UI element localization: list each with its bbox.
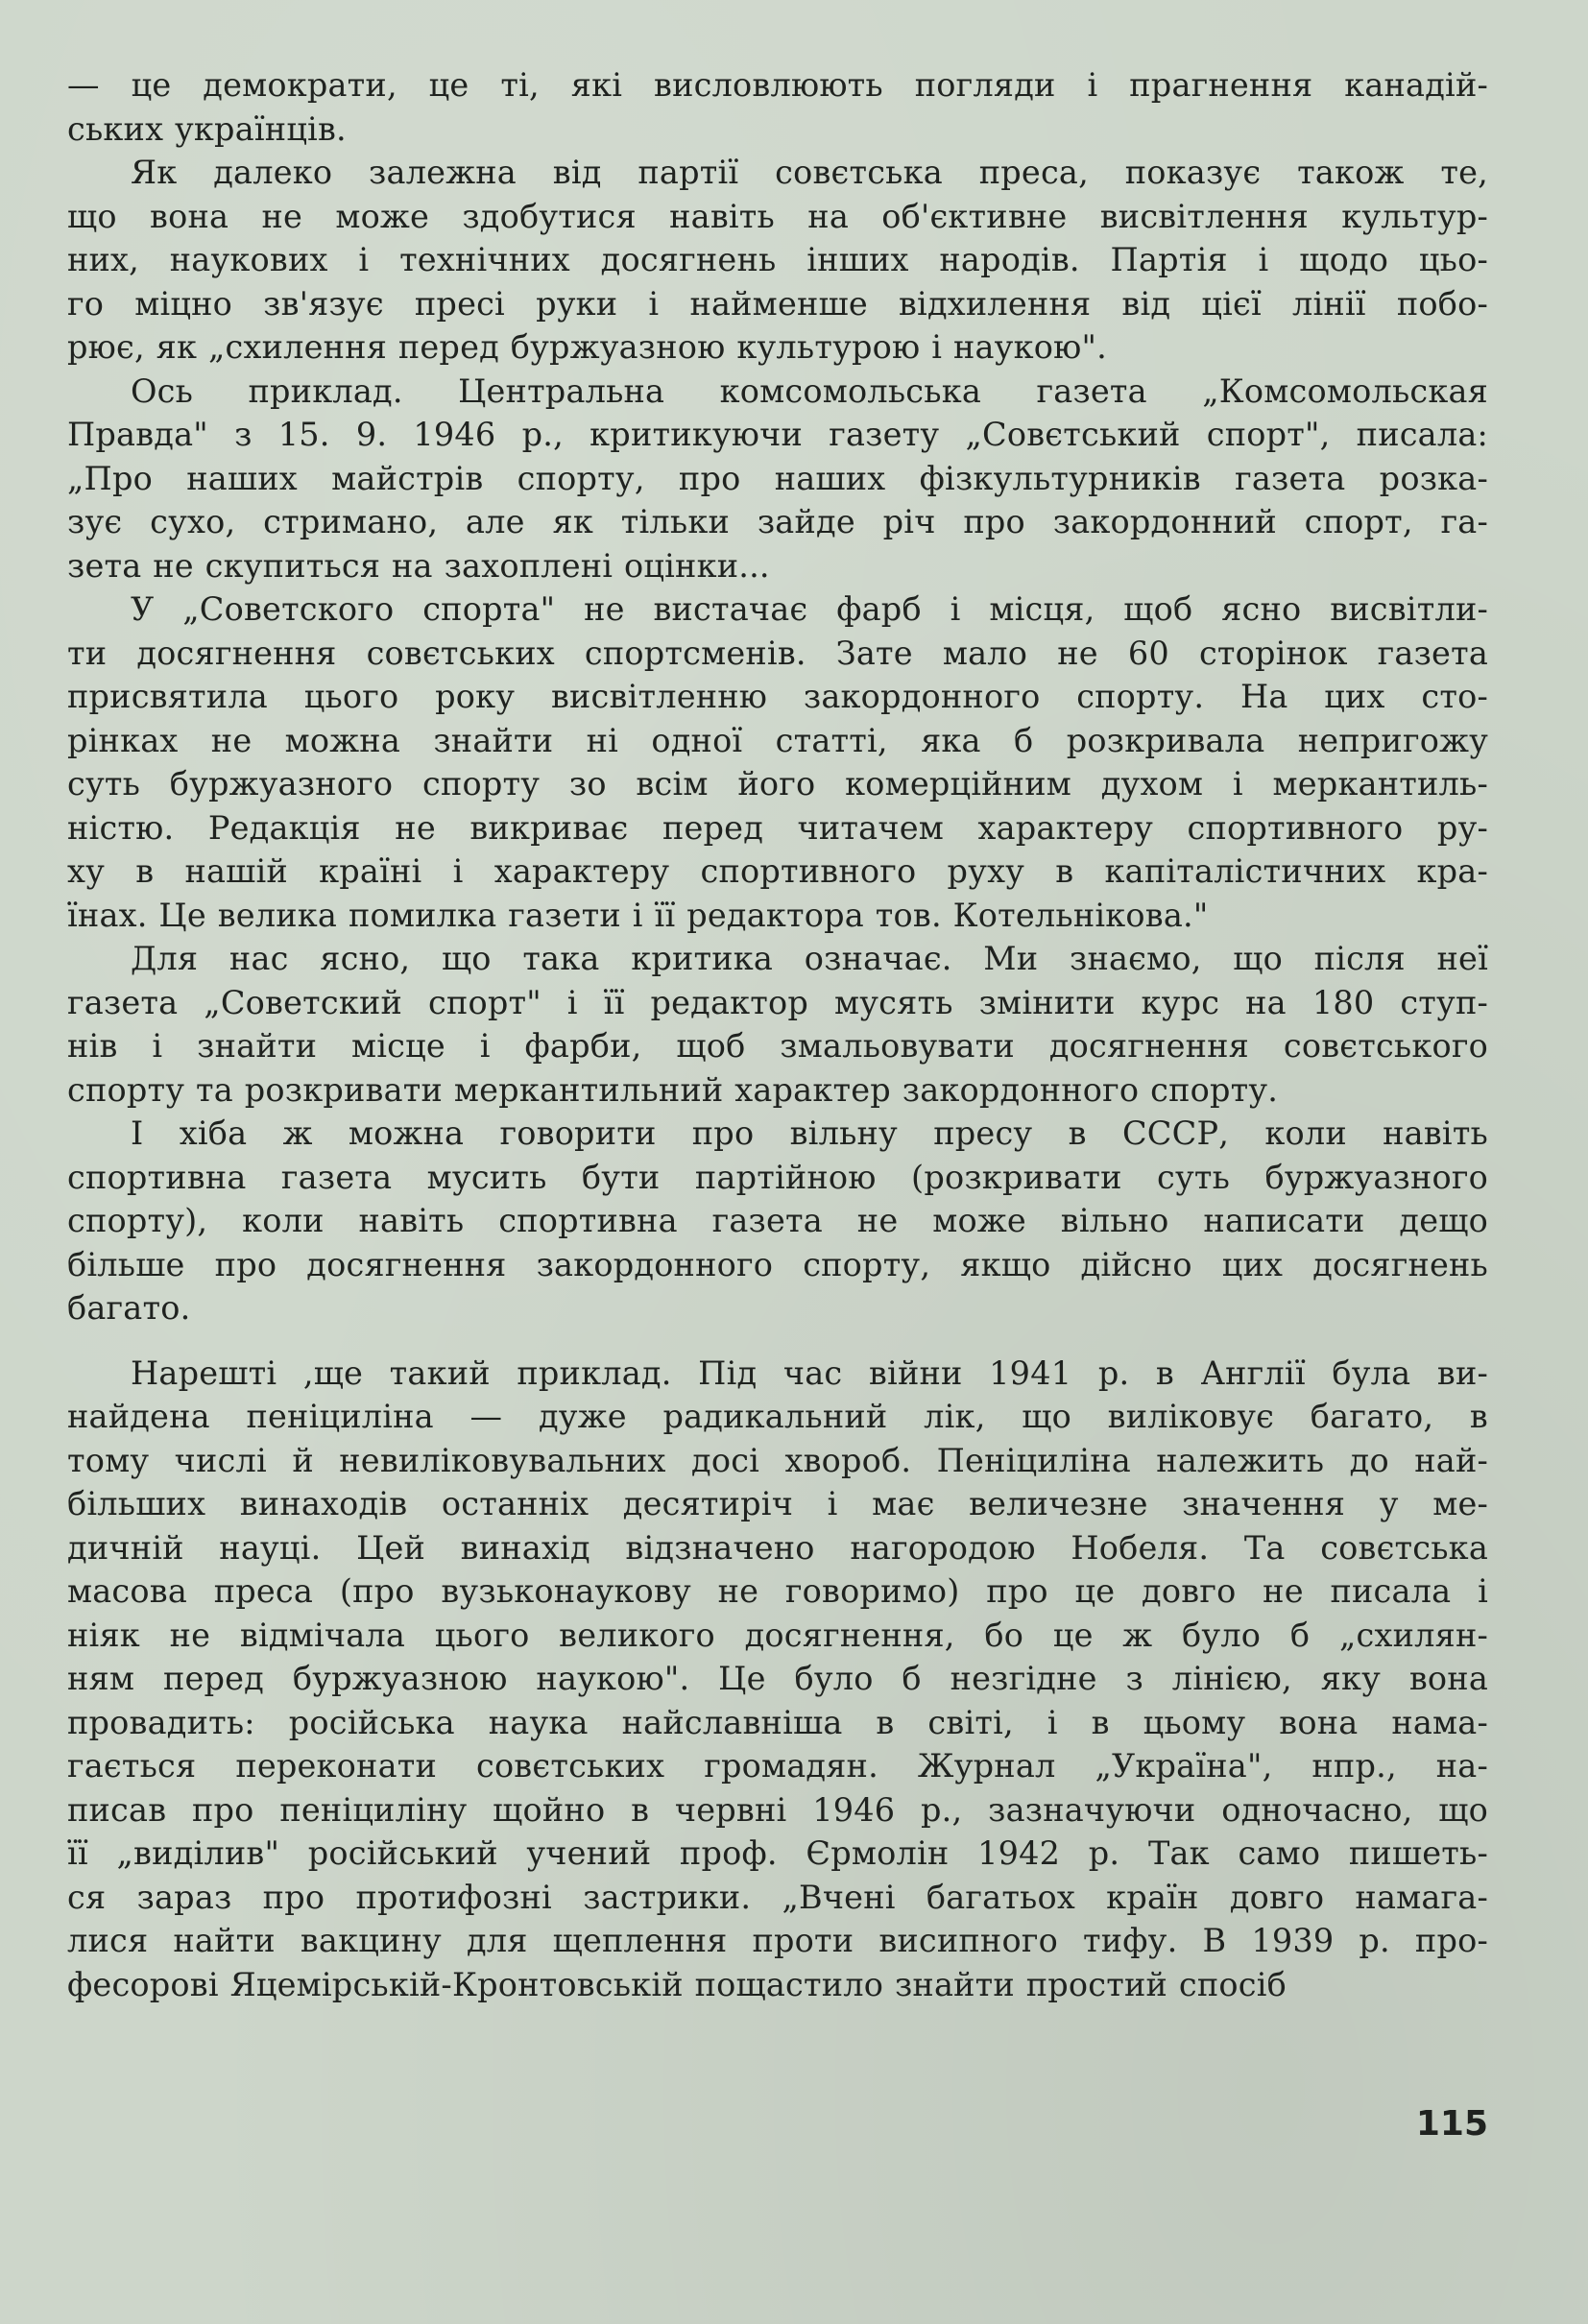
text-line: „Про наших майстрів спорту, про наших фізкультурників газета розка-: [67, 459, 1488, 497]
text-line: ти досягнення совєтських спортсменів. Зате мало не 60 сторінок газета: [67, 634, 1488, 672]
text-line: що вона не може здобутися навіть на об'єктивне висвітлення культур-: [67, 197, 1488, 235]
text-line: гається переконати совєтських громадян. Журнал „Україна", нпр., на-: [67, 1747, 1488, 1785]
text-line: багато.: [67, 1289, 191, 1327]
paragraph: [67, 587, 1488, 937]
text-line: її „виділив" російський учений проф. Єрмолін 1942 р. Так само пишеть-: [67, 1834, 1488, 1872]
paragraph: [67, 370, 1488, 588]
text-line: них, наукових і технічних досягнень інших народів. Партія і щодо цьо-: [67, 241, 1488, 278]
paragraph-gap: [67, 1330, 1488, 1352]
text-line: присвятила цього року висвітленню закордонного спорту. На цих сто-: [67, 678, 1488, 715]
text-line: І хіба ж можна говорити про вільну пресу в СССР, коли навіть: [131, 1114, 1488, 1152]
text-line: писав про пеніциліну щойно в червні 1946 р., зазначуючи одночасно, що: [67, 1790, 1488, 1829]
text-line: ських українців.: [67, 109, 347, 148]
text-line: ся зараз про протифозні застрики. „Вчені багатьох країн довго намага-: [67, 1878, 1488, 1916]
text-line: У „Советского спорта" не вистачає фарб і місця, щоб ясно висвітли-: [131, 590, 1488, 628]
text-line: найдена пеніциліна — дуже радикальний лік, що виліковує багато, в: [67, 1398, 1488, 1435]
paragraph: [67, 63, 1488, 151]
text-line: — це демократи, це ті, які висловлюють погляди і прагнення канадій-: [67, 66, 1488, 104]
text-line: Ось приклад. Центральна комсомольська газета „Комсомольская: [131, 371, 1488, 410]
text-line: ніяк не відмічала цього великого досягнення, бо це ж було б „схилян-: [67, 1616, 1488, 1654]
text-line: зує сухо, стримано, але як тільки зайде річ про закордонний спорт, га-: [67, 503, 1488, 540]
text-line: Нарешті ,ще такий приклад. Під час війни 1941 р. в Англії була ви-: [131, 1354, 1488, 1392]
text-line: рює, як „схилення перед буржуазною культурою і наукою".: [67, 328, 1107, 366]
text-line: фесорові Яцемірській-Кронтовській пощастило знайти простий спосіб: [67, 1965, 1287, 2003]
paragraph: [67, 151, 1488, 370]
paragraph: [67, 937, 1488, 1112]
text-line: спорту), коли навіть спортивна газета не може вільно написати дещо: [67, 1202, 1488, 1239]
text-line: лися найти вакцину для щеплення проти висипного тифу. В 1939 р. про-: [67, 1922, 1488, 1959]
text-line: ністю. Редакція не викриває перед читачем характеру спортивного ру-: [67, 808, 1488, 847]
text-line: Як далеко залежна від партії совєтська преса, показує також те,: [131, 154, 1488, 191]
paragraph: [67, 1112, 1488, 1330]
body-text: [67, 63, 1488, 2006]
text-line: спорту та розкривати меркантильний характер закордонного спорту.: [67, 1070, 1279, 1109]
text-line: провадить: російська наука найславніша в світі, і в цьому вона нама-: [67, 1703, 1488, 1741]
page-number: 115: [1415, 2104, 1488, 2144]
text-line: їнах. Це велика помилка газети і її редактора тов. Котельнікова.": [67, 896, 1209, 934]
text-line: ням перед буржуазною наукою". Це було б незгідне з лінією, яку вона: [67, 1660, 1488, 1697]
text-line: тому числі й невиліковувальних досі хвороб. Пеніциліна належить до най-: [67, 1441, 1488, 1479]
text-line: дичній науці. Цей винахід відзначено нагородою Нобеля. Та совєтська: [67, 1528, 1488, 1567]
text-line: більше про досягнення закордонного спорту, якщо дійсно цих досягнень: [67, 1245, 1488, 1283]
text-line: го міцно зв'язує пресі руки і найменше відхилення від цієї лінії побо-: [67, 284, 1488, 323]
text-line: Правда" з 15. 9. 1946 р., критикуючи газету „Совєтський спорт", писала:: [67, 416, 1488, 453]
text-line: масова преса (про вузьконаукову не говоримо) про це довго не писала і: [67, 1572, 1488, 1610]
text-line: Для нас ясно, що така критика означає. Ми знаємо, що після неї: [131, 940, 1488, 977]
text-line: нів і знайти місце і фарби, щоб змальовувати досягнення совєтського: [67, 1027, 1488, 1065]
text-line: ху в нашій країні і характеру спортивного руху в капіталістичних кра-: [67, 852, 1488, 890]
text-line: суть буржуазного спорту зо всім його комерційним духом і меркантиль-: [67, 765, 1488, 803]
text-line: газета „Советский спорт" і її редактор мусять змінити курс на 180 ступ-: [67, 983, 1488, 1021]
text-line: рінках не можна знайти ні одної статті, яка б розкривала непригожу: [67, 721, 1488, 759]
text-line: спортивна газета мусить бути партійною (розкривати суть буржуазного: [67, 1158, 1488, 1196]
text-line: більших винаходів останніх десятиріч і має величезне значення у ме-: [67, 1485, 1488, 1522]
text-line: зета не скупиться на захоплені оцінки...: [67, 546, 770, 585]
paragraph: [67, 1352, 1488, 2007]
